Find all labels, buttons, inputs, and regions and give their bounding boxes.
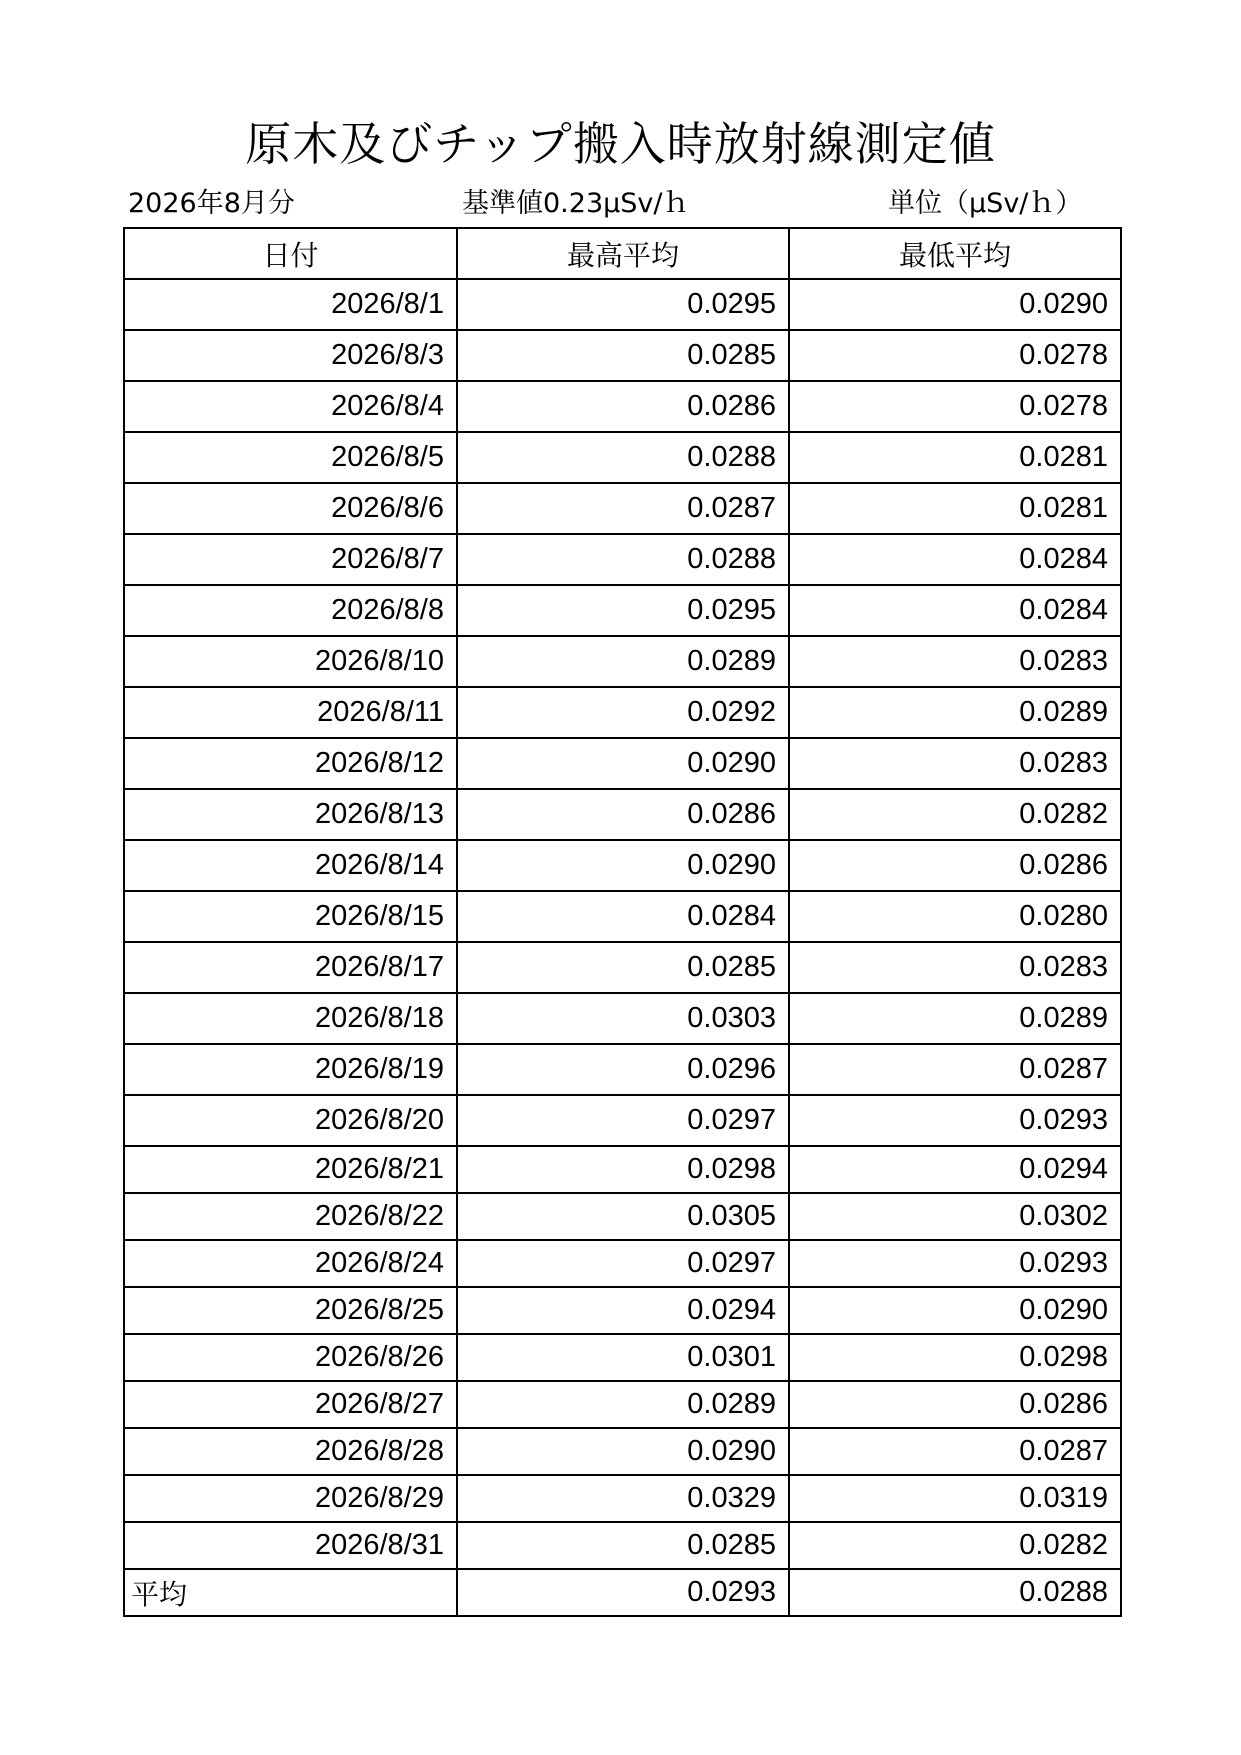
min-average-cell: 0.0283: [789, 942, 1121, 993]
date-cell: 2026/8/4: [124, 381, 457, 432]
max-average-cell: 0.0290: [457, 1428, 789, 1475]
max-average-cell: 0.0284: [457, 891, 789, 942]
table-row: [124, 1146, 1121, 1193]
average-row: [124, 1569, 1121, 1616]
page-title: 原木及びチップ搬入時放射線測定値: [245, 117, 996, 171]
date-cell: 2026/8/17: [124, 942, 457, 993]
max-average-cell: 0.0285: [457, 942, 789, 993]
average-min-value: 0.0288: [789, 1569, 1121, 1616]
max-average-cell: 0.0287: [457, 483, 789, 534]
max-average-cell: 0.0297: [457, 1095, 789, 1146]
date-cell: 2026/8/8: [124, 585, 457, 636]
date-cell: 2026/8/25: [124, 1287, 457, 1334]
table-row: [124, 381, 1121, 432]
average-max-value: 0.0293: [457, 1569, 789, 1616]
measurement-table: [123, 227, 1122, 1617]
max-average-cell: 0.0289: [457, 636, 789, 687]
date-cell: 2026/8/13: [124, 789, 457, 840]
standard-value-label: 基準値0.23μSv/ｈ: [462, 188, 690, 219]
table-row: [124, 330, 1121, 381]
min-average-cell: 0.0283: [789, 738, 1121, 789]
min-average-cell: 0.0280: [789, 891, 1121, 942]
min-average-cell: 0.0287: [789, 1044, 1121, 1095]
date-cell: 2026/8/11: [124, 687, 457, 738]
table-row: [124, 687, 1121, 738]
max-average-cell: 0.0289: [457, 1381, 789, 1428]
column-header-date: 日付: [124, 228, 457, 279]
date-cell: 2026/8/14: [124, 840, 457, 891]
min-average-cell: 0.0293: [789, 1240, 1121, 1287]
min-average-cell: 0.0294: [789, 1146, 1121, 1193]
table-row: [124, 1287, 1121, 1334]
unit-label: 単位（μSv/ｈ）: [888, 188, 1083, 219]
max-average-cell: 0.0288: [457, 534, 789, 585]
max-average-cell: 0.0329: [457, 1475, 789, 1522]
column-header-min-average: 最低平均: [789, 228, 1121, 279]
table-row: [124, 942, 1121, 993]
min-average-cell: 0.0278: [789, 381, 1121, 432]
date-cell: 2026/8/12: [124, 738, 457, 789]
min-average-cell: 0.0282: [789, 789, 1121, 840]
average-label: 平均: [124, 1569, 457, 1616]
table-row: [124, 738, 1121, 789]
table-row: [124, 891, 1121, 942]
table-body: [124, 279, 1121, 1569]
table-row: [124, 1240, 1121, 1287]
table-row: [124, 432, 1121, 483]
min-average-cell: 0.0284: [789, 534, 1121, 585]
date-cell: 2026/8/1: [124, 279, 457, 330]
table-row: [124, 1044, 1121, 1095]
date-cell: 2026/8/28: [124, 1428, 457, 1475]
min-average-cell: 0.0290: [789, 1287, 1121, 1334]
min-average-cell: 0.0286: [789, 840, 1121, 891]
date-cell: 2026/8/10: [124, 636, 457, 687]
table-row: [124, 1522, 1121, 1569]
max-average-cell: 0.0290: [457, 738, 789, 789]
max-average-cell: 0.0301: [457, 1334, 789, 1381]
max-average-cell: 0.0296: [457, 1044, 789, 1095]
table-row: [124, 1428, 1121, 1475]
max-average-cell: 0.0285: [457, 330, 789, 381]
date-cell: 2026/8/21: [124, 1146, 457, 1193]
max-average-cell: 0.0303: [457, 993, 789, 1044]
table-row: [124, 1475, 1121, 1522]
min-average-cell: 0.0298: [789, 1334, 1121, 1381]
table-header-row: [124, 228, 1121, 279]
min-average-cell: 0.0286: [789, 1381, 1121, 1428]
date-cell: 2026/8/27: [124, 1381, 457, 1428]
max-average-cell: 0.0285: [457, 1522, 789, 1569]
table-row: [124, 993, 1121, 1044]
min-average-cell: 0.0282: [789, 1522, 1121, 1569]
date-cell: 2026/8/22: [124, 1193, 457, 1240]
date-cell: 2026/8/26: [124, 1334, 457, 1381]
table-row: [124, 1095, 1121, 1146]
min-average-cell: 0.0319: [789, 1475, 1121, 1522]
date-cell: 2026/8/29: [124, 1475, 457, 1522]
min-average-cell: 0.0289: [789, 687, 1121, 738]
max-average-cell: 0.0292: [457, 687, 789, 738]
max-average-cell: 0.0298: [457, 1146, 789, 1193]
min-average-cell: 0.0284: [789, 585, 1121, 636]
min-average-cell: 0.0281: [789, 432, 1121, 483]
table-row: [124, 1334, 1121, 1381]
date-cell: 2026/8/5: [124, 432, 457, 483]
max-average-cell: 0.0297: [457, 1240, 789, 1287]
max-average-cell: 0.0294: [457, 1287, 789, 1334]
min-average-cell: 0.0283: [789, 636, 1121, 687]
max-average-cell: 0.0286: [457, 381, 789, 432]
date-cell: 2026/8/3: [124, 330, 457, 381]
date-cell: 2026/8/7: [124, 534, 457, 585]
date-cell: 2026/8/6: [124, 483, 457, 534]
date-cell: 2026/8/24: [124, 1240, 457, 1287]
column-header-max-average: 最高平均: [457, 228, 789, 279]
table-row: [124, 483, 1121, 534]
table-row: [124, 534, 1121, 585]
date-cell: 2026/8/31: [124, 1522, 457, 1569]
table-row: [124, 789, 1121, 840]
max-average-cell: 0.0305: [457, 1193, 789, 1240]
date-cell: 2026/8/19: [124, 1044, 457, 1095]
max-average-cell: 0.0295: [457, 585, 789, 636]
table-row: [124, 585, 1121, 636]
min-average-cell: 0.0281: [789, 483, 1121, 534]
date-cell: 2026/8/18: [124, 993, 457, 1044]
date-cell: 2026/8/20: [124, 1095, 457, 1146]
min-average-cell: 0.0278: [789, 330, 1121, 381]
table-row: [124, 1381, 1121, 1428]
table-row: [124, 636, 1121, 687]
table-row: [124, 840, 1121, 891]
min-average-cell: 0.0287: [789, 1428, 1121, 1475]
min-average-cell: 0.0289: [789, 993, 1121, 1044]
min-average-cell: 0.0290: [789, 279, 1121, 330]
month-label: 2026年8月分: [128, 188, 295, 219]
max-average-cell: 0.0288: [457, 432, 789, 483]
date-cell: 2026/8/15: [124, 891, 457, 942]
max-average-cell: 0.0286: [457, 789, 789, 840]
max-average-cell: 0.0290: [457, 840, 789, 891]
table-row: [124, 1193, 1121, 1240]
table-row: [124, 279, 1121, 330]
min-average-cell: 0.0293: [789, 1095, 1121, 1146]
min-average-cell: 0.0302: [789, 1193, 1121, 1240]
max-average-cell: 0.0295: [457, 279, 789, 330]
